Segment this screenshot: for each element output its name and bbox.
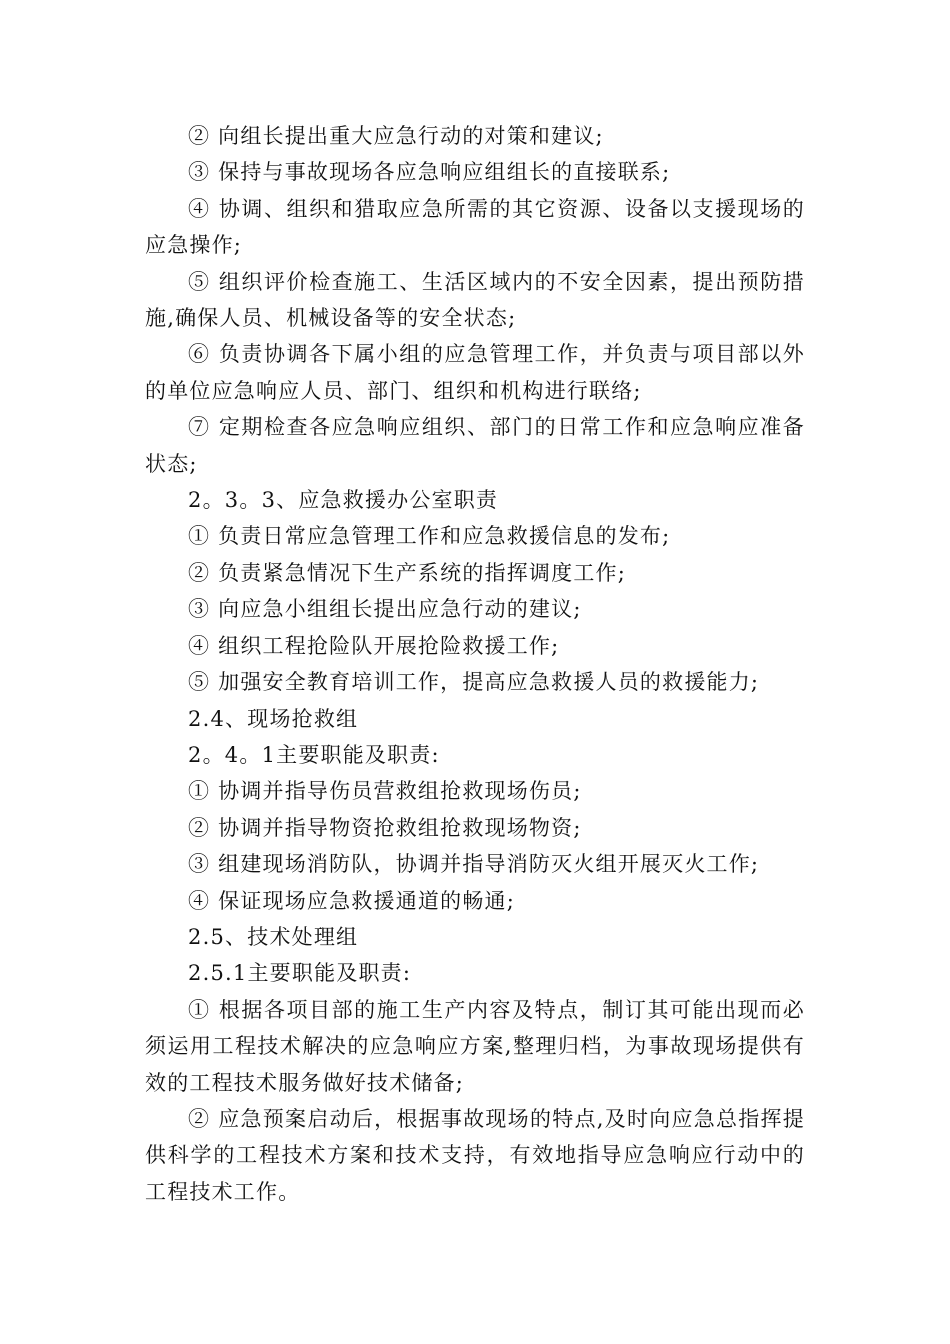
office-duty-2: ② 负责紧急情况下生产系统的指挥调度工作; xyxy=(188,560,626,585)
section-heading-2-3-3: 2。3。3、应急救援办公室职责 xyxy=(188,488,499,513)
paragraph-duty-2: ② 向组长提出重大应急行动的对策和建议; xyxy=(188,124,604,148)
document-body xyxy=(145,118,805,1210)
paragraph-duty-4: ④ 协调、组织和猎取应急所需的其它资源、设备以支援现场的应急操作; xyxy=(145,196,805,258)
rescue-duty-3: ③ 组建现场消防队，协调并指导消防灭火组开展灭火工作; xyxy=(188,852,760,877)
technical-duty-2: ② 应急预案启动后，根据事故现场的特点,及时向应急总指挥提供科学的工程技术方案和技术支持，有效地指导应急响应行动中的工程技术工作。 xyxy=(145,1106,805,1204)
office-duty-3: ③ 向应急小组组长提出应急行动的建议; xyxy=(188,597,582,622)
paragraph-duty-5: ⑤ 组织评价检查施工、生活区域内的不安全因素，提出预防措施,确保人员、机械设备等的安全状态; xyxy=(145,269,805,331)
paragraph-duty-3: ③ 保持与事故现场各应急响应组组长的直接联系; xyxy=(188,160,671,185)
paragraph-duty-7: ⑦ 定期检查各应急响应组织、部门的日常工作和应急响应准备状态; xyxy=(145,415,805,476)
section-heading-2-5: 2.5、技术处理组 xyxy=(188,924,359,949)
section-heading-2-5-1: 2.5.1主要职能及职责: xyxy=(188,961,412,986)
office-duty-5: ⑤ 加强安全教育培训工作，提高应急救援人员的救援能力; xyxy=(188,670,760,695)
office-duty-1: ① 负责日常应急管理工作和应急救援信息的发布; xyxy=(188,524,671,549)
section-heading-2-4-1: 2。4。1主要职能及职责: xyxy=(188,742,440,767)
office-duty-4: ④ 组织工程抢险队开展抢险救援工作; xyxy=(188,633,560,658)
section-heading-2-4: 2.4、现场抢救组 xyxy=(188,706,359,731)
rescue-duty-4: ④ 保证现场应急救援通道的畅通; xyxy=(188,888,515,913)
paragraph-duty-6: ⑥ 负责协调各下属小组的应急管理工作，并负责与项目部以外的单位应急响应人员、部门、组织和机构进行联络; xyxy=(145,342,805,403)
rescue-duty-1: ① 协调并指导伤员营救组抢救现场伤员; xyxy=(188,779,582,804)
rescue-duty-2: ② 协调并指导物资抢救组抢救现场物资; xyxy=(188,815,582,840)
technical-duty-1: ① 根据各项目部的施工生产内容及特点，制订其可能出现而必须运用工程技术解决的应急响应方案,整理归档，为事故现场提供有效的工程技术服务做好技术储备; xyxy=(145,997,805,1095)
